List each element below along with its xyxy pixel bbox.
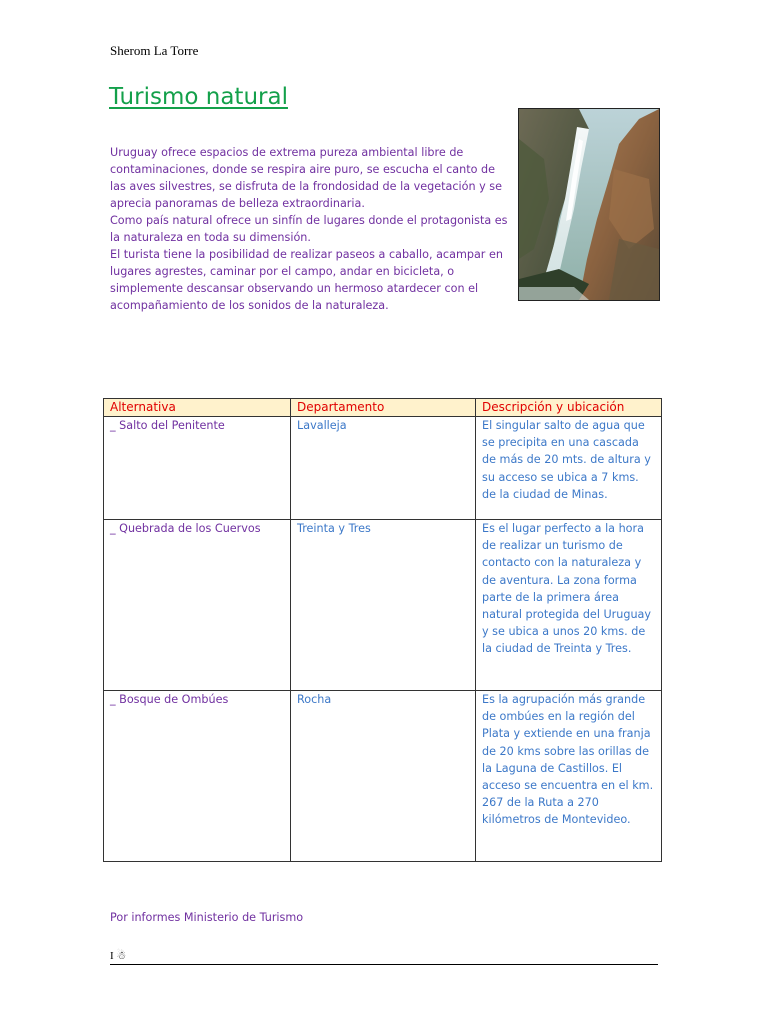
header-departamento: Departamento [291, 399, 476, 417]
header-descripcion: Descripción y ubicación [476, 399, 662, 417]
table-row [104, 520, 662, 691]
intro-paragraph: Uruguay ofrece espacios de extrema pureza ambiental libre de contaminaciones, donde se respira aire puro, se escucha el canto de las aves silvestres, se disfruta de la frondosidad de la vegetación y se aprecia panoramas de belleza extraordinaria. [110, 146, 502, 210]
table-row [104, 691, 662, 862]
waterfall-photo [518, 108, 660, 301]
table-header-row [104, 399, 662, 417]
cell-descripcion: El singular salto de agua que se precipita en una cascada de más de 20 mts. de altura y su acceso se ubica a 7 kms. de la ciudad de Minas. [476, 417, 662, 520]
footer-mark: I ☃ [110, 950, 127, 962]
intro-text [110, 144, 510, 314]
cell-alternativa: _ Quebrada de los Cuervos [104, 520, 291, 691]
footer-divider [110, 964, 658, 965]
table-row [104, 417, 662, 520]
footer-note: Por informes Ministerio de Turismo [110, 911, 304, 924]
author-name: Sherom La Torre [110, 43, 199, 58]
cell-alternativa: _ Bosque de Ombúes [104, 691, 291, 862]
cell-descripcion: Es el lugar perfecto a la hora de realizar un turismo de contacto con la naturaleza y de aventura. La zona forma parte de la primera área natural protegida del Uruguay y se ubica a unos 20 kms. de la ciudad de Treinta y Tres. [476, 520, 662, 691]
intro-paragraph: El turista tiene la posibilidad de realizar paseos a caballo, acampar en lugares agrestes, caminar por el campo, andar en bicicleta, o simplemente descansar observando un hermoso atardecer con el acompañamiento de los sonidos de la naturaleza. [110, 248, 503, 312]
waterfall-image [519, 109, 659, 300]
alternatives-table [103, 398, 662, 862]
header-alternativa: Alternativa [104, 399, 291, 417]
cell-descripcion: Es la agrupación más grande de ombúes en la región del Plata y extiende en una franja de 20 kms sobre las orillas de la Laguna de Castillos. El acceso se encuentra en el km. 267 de la Ruta a 270 kilómetros de Montevideo. [476, 691, 662, 862]
cell-alternativa: _ Salto del Penitente [104, 417, 291, 520]
cell-departamento: Rocha [291, 691, 476, 862]
intro-paragraph: Como país natural ofrece un sinfín de lugares donde el protagonista es la naturaleza en toda su dimensión. [110, 214, 508, 244]
cell-departamento: Lavalleja [291, 417, 476, 520]
page-title: Turismo natural [109, 84, 288, 110]
cell-departamento: Treinta y Tres [291, 520, 476, 691]
